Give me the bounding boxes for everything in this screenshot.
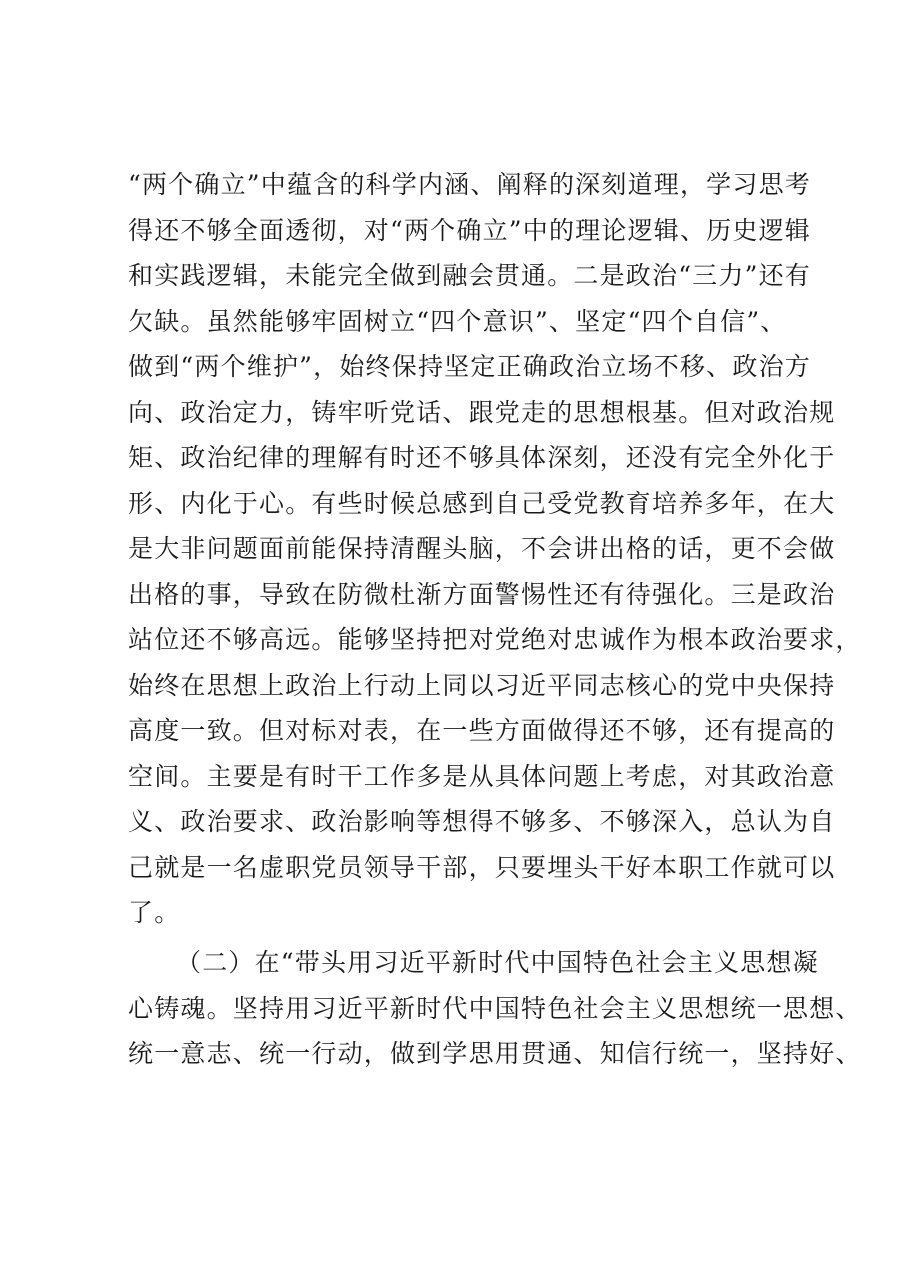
paragraph-1-line: 己就是一名虚职党员领导干部，只要埋头干好本职工作就可以 <box>128 852 836 882</box>
paragraph-1-line: 向、政治定力，铸牢听党话、跟党走的思想根基。但对政治规 <box>128 397 836 427</box>
paragraph-2-line: 统一意志、统一行动，做到学思用贯通、知信行统一，坚持好、 <box>128 1039 862 1068</box>
paragraph-1-line: 矩、政治纪律的理解有时还不够具体深刻，还没有完全外化于 <box>128 443 836 472</box>
paragraph-1-line: 和实践逻辑，未能完全做到融会贯通。二是政治“三力”还有 <box>128 261 811 290</box>
paragraph-1-line: 高度一致。但对标对表，在一些方面做得还不够，还有提高的 <box>128 716 836 745</box>
paragraph-2-line: 心铸魂。坚持用习近平新时代中国特色社会主义思想统一思想、 <box>128 993 862 1023</box>
paragraph-1 <box>128 162 862 936</box>
paragraph-1-line: 义、政治要求、政治影响等想得不够多、不够深入，总认为自 <box>128 807 836 836</box>
paragraph-1-line: 站位还不够高远。能够坚持把对党绝对忠诚作为根本政治要求， <box>128 625 862 654</box>
paragraph-1-line: 了。 <box>128 898 181 927</box>
paragraph-1-line: “两个确立”中蕴含的科学内涵、阐释的深刻道理，学习思考 <box>128 170 811 199</box>
paragraph-2-line: （二）在“带头用习近平新时代中国特色社会主义思想凝 <box>176 948 819 977</box>
paragraph-1-line: 是大非问题面前能保持清醒头脑，不会讲出格的话，更不会做 <box>128 534 836 563</box>
paragraph-1-line: 出格的事，导致在防微杜渐方面警惕性还有待强化。三是政治 <box>128 579 836 609</box>
paragraph-1-line: 始终在思想上政治上行动上同以习近平同志核心的党中央保持 <box>128 670 836 700</box>
paragraph-1-line: 得还不够全面透彻，对“两个确立”中的理论逻辑、历史逻辑 <box>128 215 811 245</box>
paragraph-1-line: 做到“两个维护”，始终保持坚定正确政治立场不移、政治方 <box>128 352 811 381</box>
paragraph-1-line: 空间。主要是有时干工作多是从具体问题上考虑，对其政治意 <box>128 761 836 791</box>
paragraph-1-line: 欠缺。虽然能够牢固树立“四个意识”、坚定“四个自信”、 <box>128 306 787 336</box>
paragraph-1-line: 形、内化于心。有些时候总感到自己受党教育培养多年，在大 <box>128 488 836 518</box>
paragraph-2 <box>128 940 862 1077</box>
